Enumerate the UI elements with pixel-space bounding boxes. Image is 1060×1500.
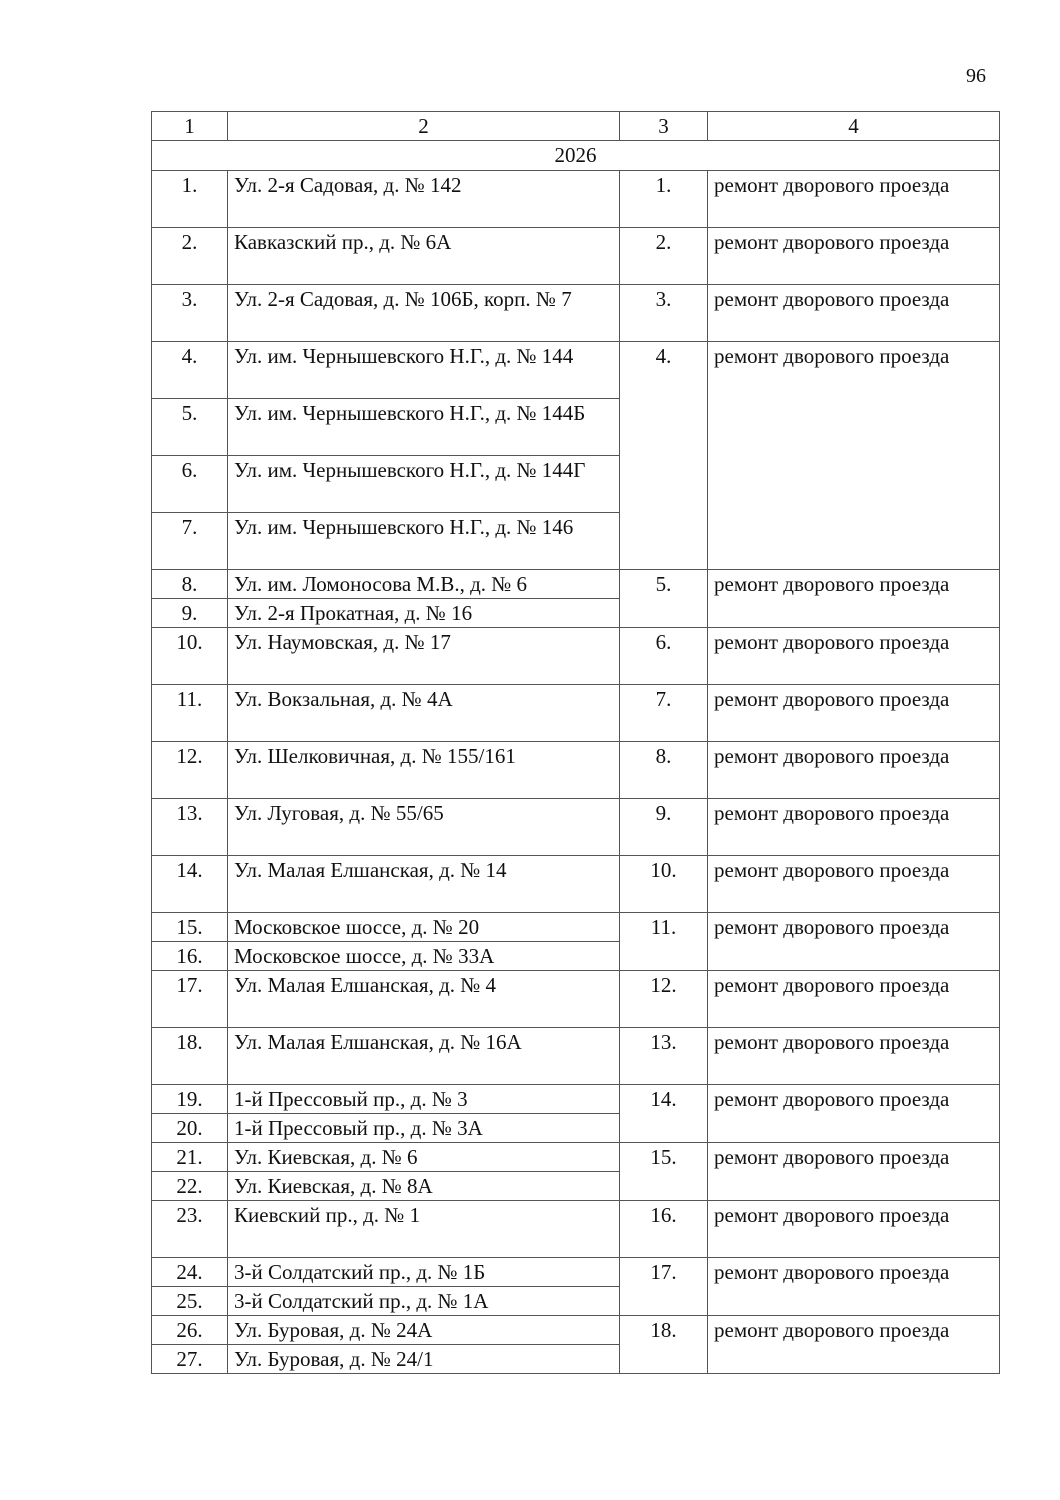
object-number-cell: 17. [620, 1258, 708, 1316]
address-cell: 3-й Солдатский пр., д. № 1А [228, 1287, 620, 1316]
row-number-cell: 14. [152, 856, 228, 913]
row-number-cell: 25. [152, 1287, 228, 1316]
row-number-cell: 2. [152, 228, 228, 285]
object-number-cell: 3. [620, 285, 708, 342]
address-cell: Кавказский пр., д. № 6А [228, 228, 620, 285]
table-row [152, 228, 1000, 285]
work-type-cell: ремонт дворового проезда [708, 742, 1000, 799]
address-table [151, 111, 1000, 1374]
row-number-cell: 11. [152, 685, 228, 742]
address-cell: Ул. Малая Елшанская, д. № 16А [228, 1028, 620, 1085]
object-number-cell: 4. [620, 342, 708, 570]
row-number-cell: 7. [152, 513, 228, 570]
address-cell: Ул. Вокзальная, д. № 4А [228, 685, 620, 742]
table-row [152, 913, 1000, 942]
work-type-cell: ремонт дворового проезда [708, 570, 1000, 628]
table-row [152, 628, 1000, 685]
table-row [152, 685, 1000, 742]
table-row [152, 1316, 1000, 1345]
object-number-cell: 9. [620, 799, 708, 856]
table-row [152, 1085, 1000, 1114]
work-type-cell: ремонт дворового проезда [708, 1258, 1000, 1316]
row-number-cell: 26. [152, 1316, 228, 1345]
address-cell: Ул. им. Чернышевского Н.Г., д. № 144Г [228, 456, 620, 513]
column-number-2: 2 [228, 112, 620, 141]
row-number-cell: 6. [152, 456, 228, 513]
row-number-cell: 13. [152, 799, 228, 856]
object-number-cell: 2. [620, 228, 708, 285]
work-type-cell: ремонт дворового проезда [708, 628, 1000, 685]
column-number-3: 3 [620, 112, 708, 141]
column-number-1: 1 [152, 112, 228, 141]
object-number-cell: 8. [620, 742, 708, 799]
object-number-cell: 5. [620, 570, 708, 628]
address-cell: Ул. им. Чернышевского Н.Г., д. № 144 [228, 342, 620, 399]
address-cell: Ул. 2-я Прокатная, д. № 16 [228, 599, 620, 628]
object-number-cell: 1. [620, 171, 708, 228]
work-type-cell: ремонт дворового проезда [708, 228, 1000, 285]
row-number-cell: 5. [152, 399, 228, 456]
table-row [152, 799, 1000, 856]
table-body [152, 112, 1000, 1374]
address-cell: Ул. 2-я Садовая, д. № 106Б, корп. № 7 [228, 285, 620, 342]
object-number-cell: 10. [620, 856, 708, 913]
row-number-cell: 10. [152, 628, 228, 685]
row-number-cell: 16. [152, 942, 228, 971]
object-number-cell: 12. [620, 971, 708, 1028]
address-cell: Ул. Малая Елшанская, д. № 14 [228, 856, 620, 913]
work-type-cell: ремонт дворового проезда [708, 1028, 1000, 1085]
address-cell: Ул. Буровая, д. № 24А [228, 1316, 620, 1345]
row-number-cell: 8. [152, 570, 228, 599]
row-number-cell: 24. [152, 1258, 228, 1287]
row-number-cell: 19. [152, 1085, 228, 1114]
row-number-cell: 9. [152, 599, 228, 628]
table-row [152, 856, 1000, 913]
work-type-cell: ремонт дворового проезда [708, 342, 1000, 570]
work-type-cell: ремонт дворового проезда [708, 856, 1000, 913]
address-cell: 3-й Солдатский пр., д. № 1Б [228, 1258, 620, 1287]
address-cell: Московское шоссе, д. № 20 [228, 913, 620, 942]
address-cell: 1-й Прессовый пр., д. № 3 [228, 1085, 620, 1114]
row-number-cell: 21. [152, 1143, 228, 1172]
address-cell: Ул. Буровая, д. № 24/1 [228, 1345, 620, 1374]
object-number-cell: 7. [620, 685, 708, 742]
year-heading: 2026 [152, 141, 1000, 171]
address-cell: Ул. Киевская, д. № 8А [228, 1172, 620, 1201]
work-type-cell: ремонт дворового проезда [708, 913, 1000, 971]
address-cell: Ул. им. Чернышевского Н.Г., д. № 146 [228, 513, 620, 570]
address-cell: 1-й Прессовый пр., д. № 3А [228, 1114, 620, 1143]
table-row [152, 342, 1000, 399]
address-cell: Ул. Малая Елшанская, д. № 4 [228, 971, 620, 1028]
row-number-cell: 27. [152, 1345, 228, 1374]
row-number-cell: 17. [152, 971, 228, 1028]
object-number-cell: 16. [620, 1201, 708, 1258]
address-cell: Московское шоссе, д. № 33А [228, 942, 620, 971]
row-number-cell: 3. [152, 285, 228, 342]
object-number-cell: 11. [620, 913, 708, 971]
address-cell: Ул. 2-я Садовая, д. № 142 [228, 171, 620, 228]
table-row [152, 171, 1000, 228]
table-row [152, 742, 1000, 799]
address-cell: Ул. Луговая, д. № 55/65 [228, 799, 620, 856]
column-number-4: 4 [708, 112, 1000, 141]
object-number-cell: 13. [620, 1028, 708, 1085]
table-row [152, 1258, 1000, 1287]
row-number-cell: 12. [152, 742, 228, 799]
work-type-cell: ремонт дворового проезда [708, 1316, 1000, 1374]
table-row [152, 570, 1000, 599]
work-type-cell: ремонт дворового проезда [708, 971, 1000, 1028]
table-row [152, 1201, 1000, 1258]
object-number-cell: 14. [620, 1085, 708, 1143]
row-number-cell: 20. [152, 1114, 228, 1143]
row-number-cell: 15. [152, 913, 228, 942]
work-type-cell: ремонт дворового проезда [708, 1143, 1000, 1201]
address-cell: Ул. им. Чернышевского Н.Г., д. № 144Б [228, 399, 620, 456]
row-number-cell: 22. [152, 1172, 228, 1201]
table-row [152, 971, 1000, 1028]
work-type-cell: ремонт дворового проезда [708, 685, 1000, 742]
row-number-cell: 1. [152, 171, 228, 228]
address-cell: Ул. им. Ломоносова М.В., д. № 6 [228, 570, 620, 599]
address-cell: Киевский пр., д. № 1 [228, 1201, 620, 1258]
row-number-cell: 4. [152, 342, 228, 399]
page-number: 96 [966, 65, 986, 87]
object-number-cell: 18. [620, 1316, 708, 1374]
row-number-cell: 23. [152, 1201, 228, 1258]
row-number-cell: 18. [152, 1028, 228, 1085]
address-cell: Ул. Шелковичная, д. № 155/161 [228, 742, 620, 799]
work-type-cell: ремонт дворового проезда [708, 285, 1000, 342]
table-row [152, 1028, 1000, 1085]
year-row [152, 141, 1000, 171]
work-type-cell: ремонт дворового проезда [708, 799, 1000, 856]
object-number-cell: 15. [620, 1143, 708, 1201]
object-number-cell: 6. [620, 628, 708, 685]
column-numbers-row [152, 112, 1000, 141]
work-type-cell: ремонт дворового проезда [708, 1201, 1000, 1258]
table-row [152, 285, 1000, 342]
table-row [152, 1143, 1000, 1172]
address-cell: Ул. Киевская, д. № 6 [228, 1143, 620, 1172]
work-type-cell: ремонт дворового проезда [708, 1085, 1000, 1143]
address-cell: Ул. Наумовская, д. № 17 [228, 628, 620, 685]
work-type-cell: ремонт дворового проезда [708, 171, 1000, 228]
